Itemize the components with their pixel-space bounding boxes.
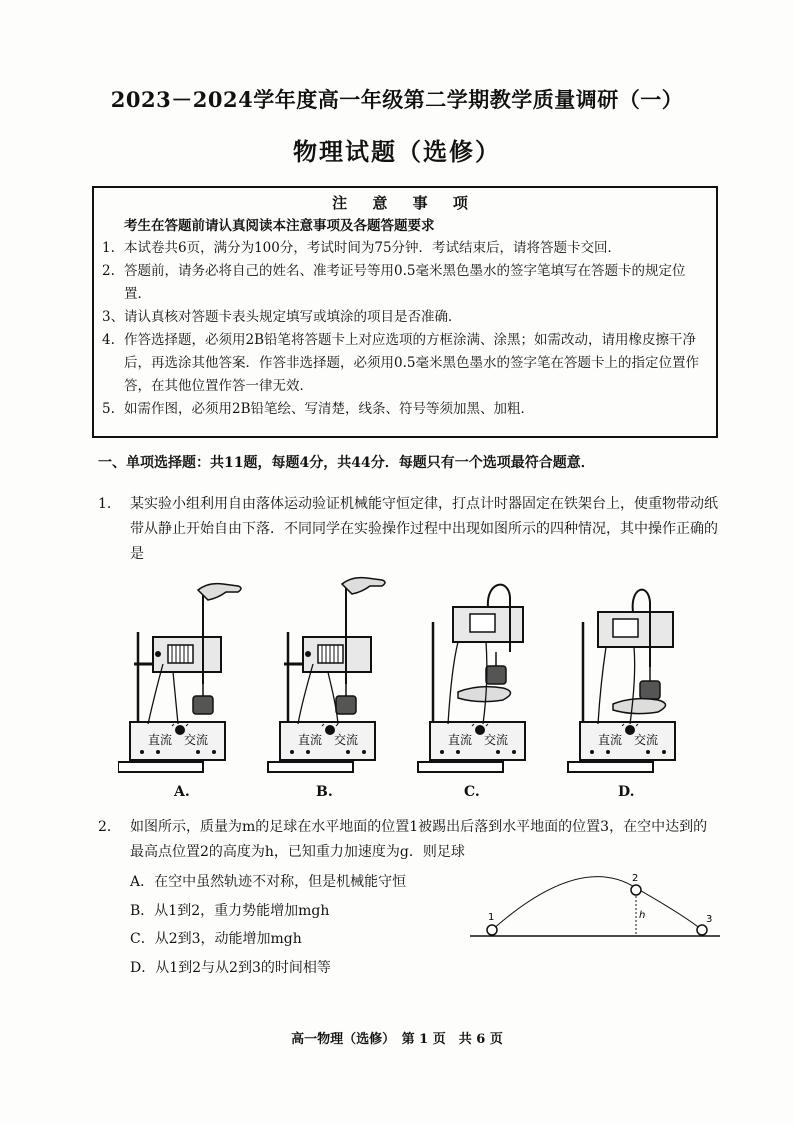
point-label: 3 — [706, 914, 713, 925]
device-label: 交流 — [634, 733, 659, 747]
ball-position-1 — [487, 925, 497, 935]
device-label: 直流 — [148, 733, 173, 747]
notice-item: 4. 作答选择题，必须用2B铅笔将答题卡上对应选项的方框涂满、涂黑；如需改动，请用橡皮擦干净后，再选涂其他答案．作答非选择题，必须用0.5毫米黑色墨水的签字笔在答题卡上的指定位置作答，在其他位置作答一律无效． — [102, 332, 699, 394]
section-heading: 一、单项选择题：共11题，每题4分，共44分．每题只有一个选项最符合题意． — [98, 455, 595, 471]
notice-intro: 考生在答题前请认真阅读本注意事项及各题答题要求 — [124, 218, 435, 234]
option-d: D．从1到2与从2到3的时间相等 — [130, 959, 331, 976]
question-number: 2． — [98, 819, 121, 835]
device-label: 交流 — [484, 733, 509, 747]
question-number: 1． — [98, 496, 121, 512]
notice-item: 1. 本试卷共6页，满分为100分，考试时间为75分钟．考试结束后，请将答题卡交回． — [102, 240, 622, 256]
figure-label: B. — [316, 784, 333, 800]
device-label: 交流 — [334, 733, 359, 747]
notice-heading: 注 意 事 项 — [332, 194, 478, 212]
ball-position-3 — [697, 925, 707, 935]
option-c: C．从2到3，动能增加mgh — [130, 931, 302, 947]
ball-path — [492, 877, 702, 930]
figure-label: A. — [174, 784, 190, 800]
apparatus-figures — [118, 572, 678, 782]
device-label: 直流 — [598, 733, 623, 747]
notice-item: 2. 答题前，请务必将自己的姓名、准考证号等用0.5毫米黑色墨水的签字笔填写在答题卡的规定位置． — [102, 263, 686, 302]
figure-label: D. — [618, 784, 635, 800]
height-label: h — [639, 910, 646, 921]
question-1 — [98, 492, 718, 567]
device-label: 交流 — [184, 733, 209, 747]
figure-label: C. — [464, 784, 480, 800]
notice-box — [92, 186, 718, 438]
question-2 — [98, 815, 718, 865]
exam-title: 2023－2024学年度高一年级第二学期教学质量调研（一） — [110, 87, 684, 112]
page-footer: 高一物理（选修） 第 1 页 共 6 页 — [291, 1032, 503, 1047]
ball-position-2 — [631, 885, 641, 895]
question-2-options — [130, 868, 406, 982]
trajectory-figure — [470, 872, 720, 944]
option-b: B．从1到2，重力势能增加mgh — [130, 902, 330, 919]
question-text: 某实验小组利用自由落体运动验证机械能守恒定律，打点计时器固定在铁架台上，使重物带动纸带从静止开始自由下落．不同同学在实验操作过程中出现如图所示的四种情况，其中操作正确的是 — [130, 496, 718, 562]
device-label: 直流 — [448, 733, 473, 747]
figure-b — [268, 578, 385, 772]
exam-subtitle: 物理试题（选修） — [293, 137, 501, 166]
figure-a — [118, 584, 241, 772]
question-1-figures — [118, 572, 678, 807]
point-label: 1 — [488, 912, 495, 923]
notice-item: 3、 请认真核对答题卡表头规定填写或填涂的项目是否准确． — [102, 309, 462, 325]
device-label: 直流 — [298, 733, 323, 747]
point-label: 2 — [632, 873, 639, 884]
notice-item: 5. 如需作图，必须用2B铅笔绘、写清楚，线条、符号等须加黑、加粗． — [102, 401, 535, 417]
question-text: 如图所示，质量为m的足球在水平地面的位置1被踢出后落到水平地面的位置3，在空中达到的最高点位置2的高度为h，已知重力加速度为g．则足球 — [130, 819, 708, 860]
option-a: A．在空中虽然轨迹不对称，但是机械能守恒 — [130, 874, 407, 890]
